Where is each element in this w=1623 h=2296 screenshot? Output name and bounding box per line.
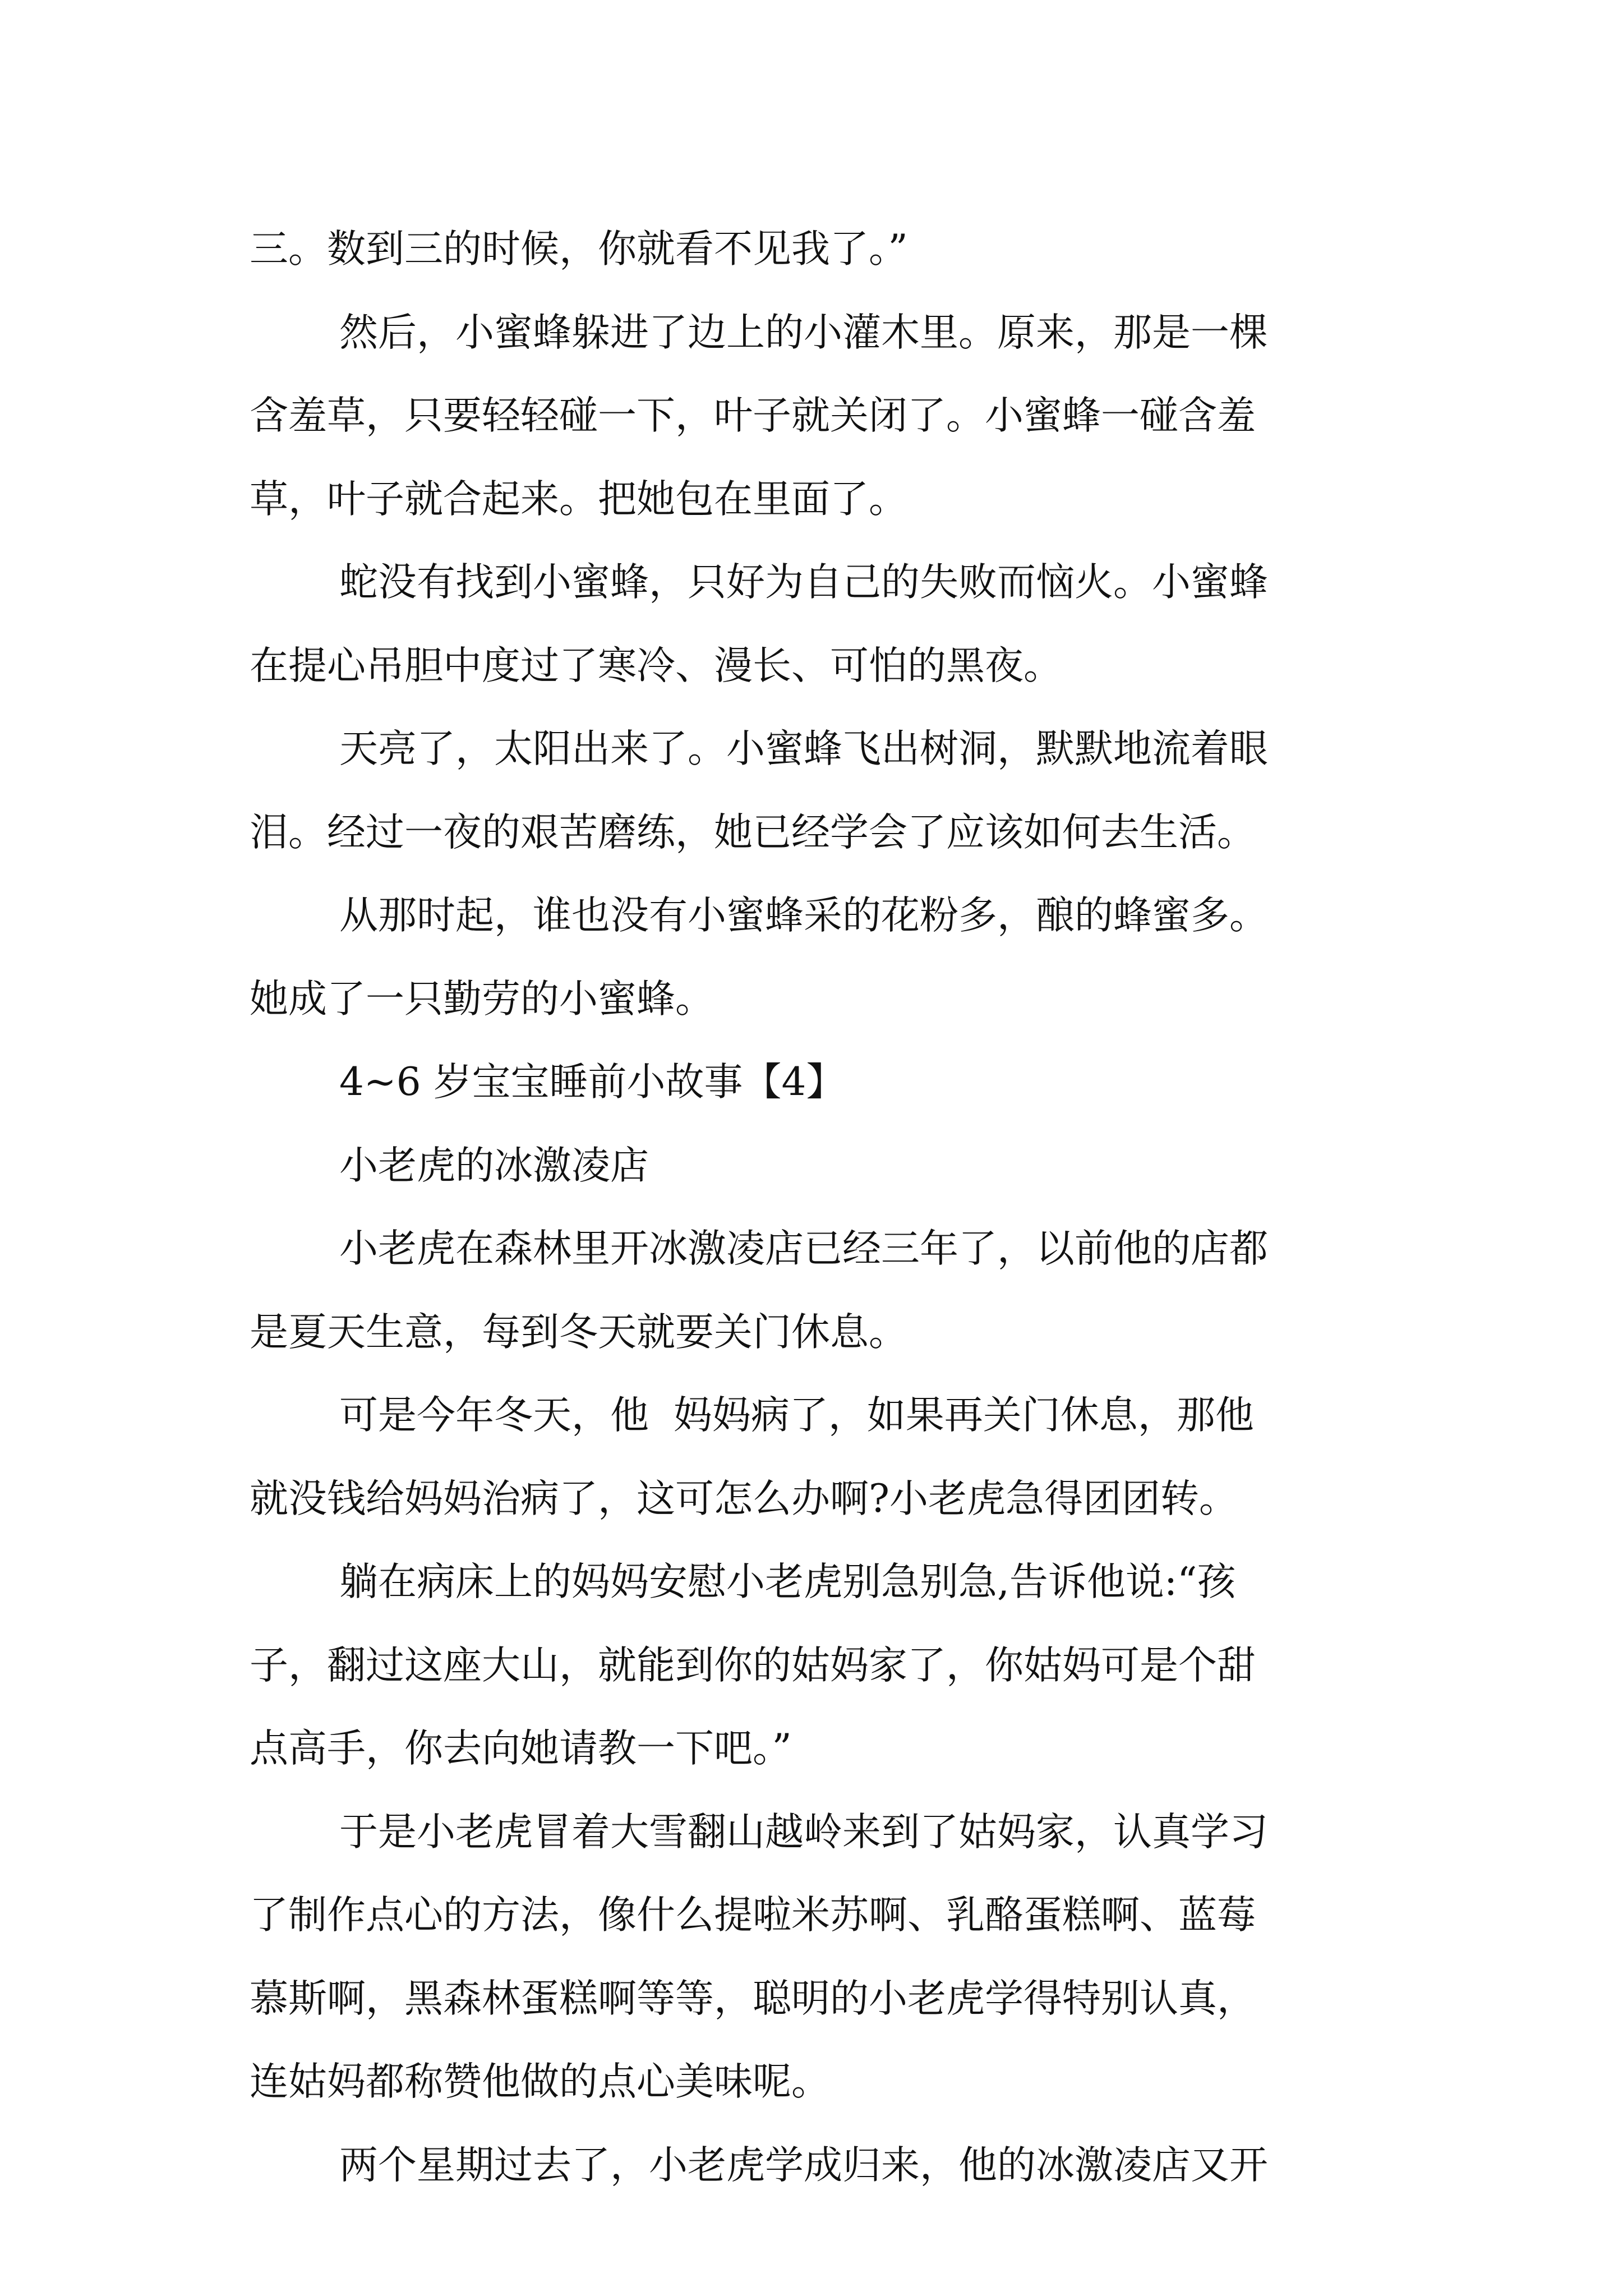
text-line: 小老虎的冰激凌店 bbox=[339, 1143, 649, 1188]
text-line: 草，叶子就合起来。把她包在里面了。 bbox=[250, 476, 907, 522]
text-line: 连姑妈都称赞他做的点心美味呢。 bbox=[250, 2059, 830, 2104]
text-line: 是夏天生意，每到冬天就要关门休息。 bbox=[250, 1309, 907, 1355]
text-line: 于是小老虎冒着大雪翻山越岭来到了姑妈家，认真学习 bbox=[339, 1809, 1268, 1855]
text-line: 4~6 岁宝宝睡前小故事【4】 bbox=[339, 1060, 845, 1105]
text-line: 泪。经过一夜的艰苦磨练，她已经学会了应该如何去生活。 bbox=[250, 809, 1256, 855]
text-line: 她成了一只勤劳的小蜜蜂。 bbox=[250, 976, 714, 1022]
text-line: 三。数到三的时候，你就看不见我了。” bbox=[250, 227, 908, 272]
text-line: 天亮了，太阳出来了。小蜜蜂飞出树洞，默默地流着眼 bbox=[339, 726, 1268, 771]
text-line: 就没钱给妈妈治病了，这可怎么办啊?小老虎急得团团转。 bbox=[250, 1476, 1238, 1521]
text-line: 然后，小蜜蜂躲进了边上的小灌木里。原来，那是一棵 bbox=[339, 310, 1268, 355]
text-line: 从那时起，谁也没有小蜜蜂采的花粉多，酿的蜂蜜多。 bbox=[339, 893, 1268, 938]
text-line: 慕斯啊，黑森林蛋糕啊等等，聪明的小老虎学得特别认真， bbox=[250, 1976, 1256, 2021]
text-line: 了制作点心的方法，像什么提啦米苏啊、乳酪蛋糕啊、蓝莓 bbox=[250, 1893, 1256, 1938]
text-line: 在提心吊胆中度过了寒冷、漫长、可怕的黑夜。 bbox=[250, 643, 1062, 688]
text-line: 可是今年冬天，他 妈妈病了，如果再关门休息，那他 bbox=[339, 1393, 1254, 1438]
text-line: 含羞草，只要轻轻碰一下，叶子就关闭了。小蜜蜂一碰含羞 bbox=[250, 393, 1256, 438]
document-body bbox=[250, 208, 1416, 2207]
text-line: 子，翻过这座大山，就能到你的姑妈家了，你姑妈可是个甜 bbox=[250, 1642, 1256, 1688]
text-line: 点高手，你去向她请教一下吧。” bbox=[250, 1726, 792, 1771]
text-line: 两个星期过去了，小老虎学成归来，他的冰激凌店又开 bbox=[339, 2142, 1268, 2188]
text-line: 躺在病床上的妈妈安慰小老虎别急别急,告诉他说:“孩 bbox=[339, 1559, 1236, 1604]
text-line: 蛇没有找到小蜜蜂，只好为自己的失败而恼火。小蜜蜂 bbox=[339, 560, 1268, 605]
text-line: 小老虎在森林里开冰激凌店已经三年了，以前他的店都 bbox=[339, 1226, 1268, 1271]
